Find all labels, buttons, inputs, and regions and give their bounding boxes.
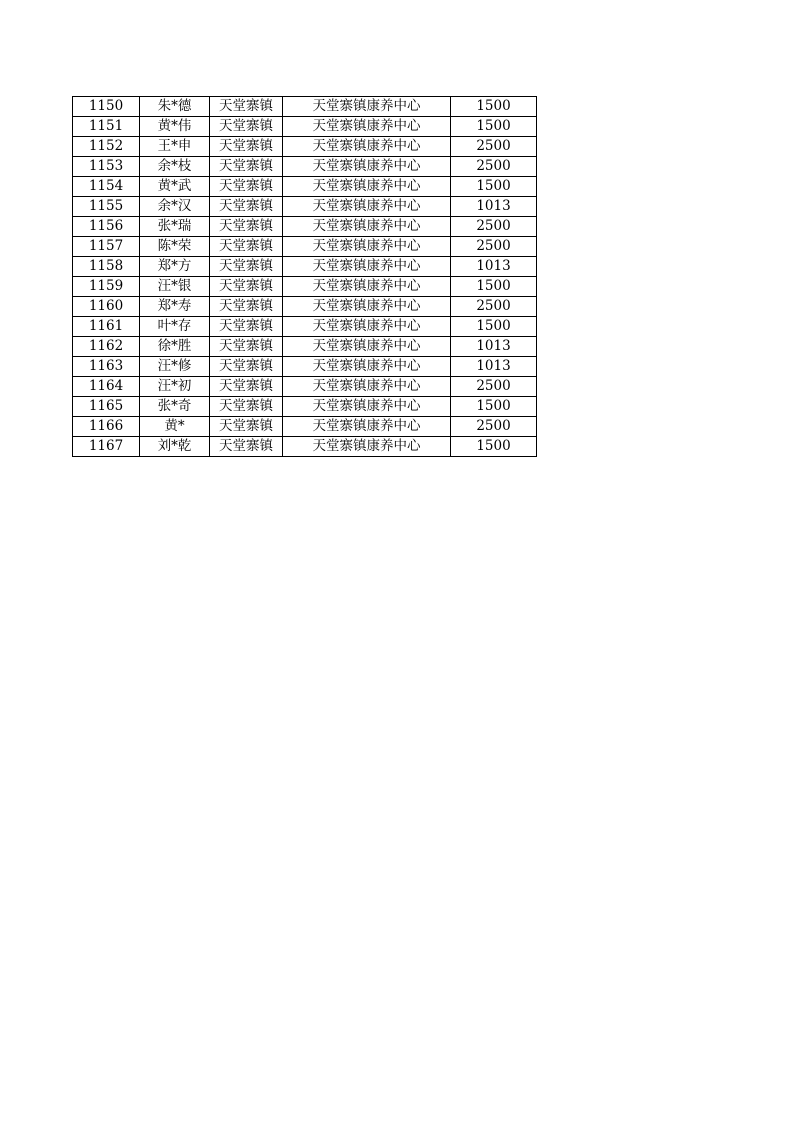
table-row (73, 137, 537, 157)
cell-serial-number: 1162 (73, 337, 140, 357)
table-row (73, 297, 537, 317)
table-row (73, 257, 537, 277)
cell-amount: 2500 (451, 377, 537, 397)
table-row (73, 277, 537, 297)
table-row (73, 157, 537, 177)
cell-serial-number: 1158 (73, 257, 140, 277)
cell-name: 余*枝 (140, 157, 210, 177)
table-row (73, 397, 537, 417)
cell-town: 天堂寨镇 (210, 297, 283, 317)
cell-amount: 1500 (451, 97, 537, 117)
cell-amount: 1500 (451, 317, 537, 337)
cell-amount: 1013 (451, 197, 537, 217)
cell-town: 天堂寨镇 (210, 397, 283, 417)
cell-name: 陈*荣 (140, 237, 210, 257)
cell-town: 天堂寨镇 (210, 317, 283, 337)
table-row (73, 317, 537, 337)
cell-amount: 2500 (451, 237, 537, 257)
cell-serial-number: 1161 (73, 317, 140, 337)
cell-name: 刘*乾 (140, 437, 210, 457)
cell-town: 天堂寨镇 (210, 237, 283, 257)
cell-institution: 天堂寨镇康养中心 (283, 297, 451, 317)
cell-serial-number: 1163 (73, 357, 140, 377)
cell-town: 天堂寨镇 (210, 257, 283, 277)
cell-institution: 天堂寨镇康养中心 (283, 417, 451, 437)
table-body (73, 97, 537, 457)
cell-town: 天堂寨镇 (210, 97, 283, 117)
cell-serial-number: 1159 (73, 277, 140, 297)
cell-town: 天堂寨镇 (210, 197, 283, 217)
table-row (73, 237, 537, 257)
cell-town: 天堂寨镇 (210, 437, 283, 457)
cell-serial-number: 1155 (73, 197, 140, 217)
cell-name: 汪*修 (140, 357, 210, 377)
cell-name: 王*申 (140, 137, 210, 157)
cell-name: 朱*德 (140, 97, 210, 117)
cell-serial-number: 1157 (73, 237, 140, 257)
cell-institution: 天堂寨镇康养中心 (283, 137, 451, 157)
cell-town: 天堂寨镇 (210, 337, 283, 357)
cell-name: 黄*武 (140, 177, 210, 197)
cell-institution: 天堂寨镇康养中心 (283, 317, 451, 337)
table-row (73, 217, 537, 237)
cell-institution: 天堂寨镇康养中心 (283, 277, 451, 297)
cell-institution: 天堂寨镇康养中心 (283, 97, 451, 117)
cell-institution: 天堂寨镇康养中心 (283, 197, 451, 217)
cell-town: 天堂寨镇 (210, 137, 283, 157)
cell-amount: 2500 (451, 157, 537, 177)
cell-amount: 1500 (451, 397, 537, 417)
cell-amount: 1500 (451, 437, 537, 457)
cell-institution: 天堂寨镇康养中心 (283, 337, 451, 357)
cell-serial-number: 1160 (73, 297, 140, 317)
cell-name: 郑*方 (140, 257, 210, 277)
cell-town: 天堂寨镇 (210, 117, 283, 137)
table-row (73, 117, 537, 137)
cell-serial-number: 1153 (73, 157, 140, 177)
cell-serial-number: 1151 (73, 117, 140, 137)
cell-institution: 天堂寨镇康养中心 (283, 357, 451, 377)
cell-name: 张*瑞 (140, 217, 210, 237)
cell-institution: 天堂寨镇康养中心 (283, 437, 451, 457)
cell-serial-number: 1164 (73, 377, 140, 397)
cell-amount: 2500 (451, 137, 537, 157)
cell-name: 汪*银 (140, 277, 210, 297)
cell-institution: 天堂寨镇康养中心 (283, 237, 451, 257)
cell-name: 余*汉 (140, 197, 210, 217)
cell-serial-number: 1154 (73, 177, 140, 197)
cell-amount: 2500 (451, 297, 537, 317)
cell-serial-number: 1152 (73, 137, 140, 157)
cell-amount: 1500 (451, 277, 537, 297)
cell-amount: 1013 (451, 337, 537, 357)
cell-town: 天堂寨镇 (210, 177, 283, 197)
cell-amount: 1500 (451, 177, 537, 197)
cell-name: 汪*初 (140, 377, 210, 397)
table-row (73, 437, 537, 457)
table-row (73, 337, 537, 357)
cell-serial-number: 1167 (73, 437, 140, 457)
cell-town: 天堂寨镇 (210, 157, 283, 177)
cell-town: 天堂寨镇 (210, 357, 283, 377)
cell-institution: 天堂寨镇康养中心 (283, 217, 451, 237)
cell-name: 黄* (140, 417, 210, 437)
cell-amount: 2500 (451, 217, 537, 237)
cell-amount: 2500 (451, 417, 537, 437)
cell-amount: 1013 (451, 257, 537, 277)
cell-name: 郑*寿 (140, 297, 210, 317)
cell-institution: 天堂寨镇康养中心 (283, 177, 451, 197)
cell-town: 天堂寨镇 (210, 217, 283, 237)
cell-name: 叶*存 (140, 317, 210, 337)
cell-institution: 天堂寨镇康养中心 (283, 117, 451, 137)
table-row (73, 417, 537, 437)
cell-serial-number: 1156 (73, 217, 140, 237)
table-row (73, 177, 537, 197)
cell-institution: 天堂寨镇康养中心 (283, 377, 451, 397)
cell-name: 黄*伟 (140, 117, 210, 137)
cell-serial-number: 1166 (73, 417, 140, 437)
cell-town: 天堂寨镇 (210, 417, 283, 437)
cell-institution: 天堂寨镇康养中心 (283, 157, 451, 177)
cell-serial-number: 1150 (73, 97, 140, 117)
cell-town: 天堂寨镇 (210, 377, 283, 397)
cell-town: 天堂寨镇 (210, 277, 283, 297)
cell-name: 张*奇 (140, 397, 210, 417)
cell-name: 徐*胜 (140, 337, 210, 357)
table-row (73, 377, 537, 397)
cell-amount: 1013 (451, 357, 537, 377)
table-row (73, 357, 537, 377)
cell-amount: 1500 (451, 117, 537, 137)
table-row (73, 197, 537, 217)
cell-institution: 天堂寨镇康养中心 (283, 257, 451, 277)
table-row (73, 97, 537, 117)
cell-serial-number: 1165 (73, 397, 140, 417)
subsidy-table (72, 96, 537, 457)
cell-institution: 天堂寨镇康养中心 (283, 397, 451, 417)
